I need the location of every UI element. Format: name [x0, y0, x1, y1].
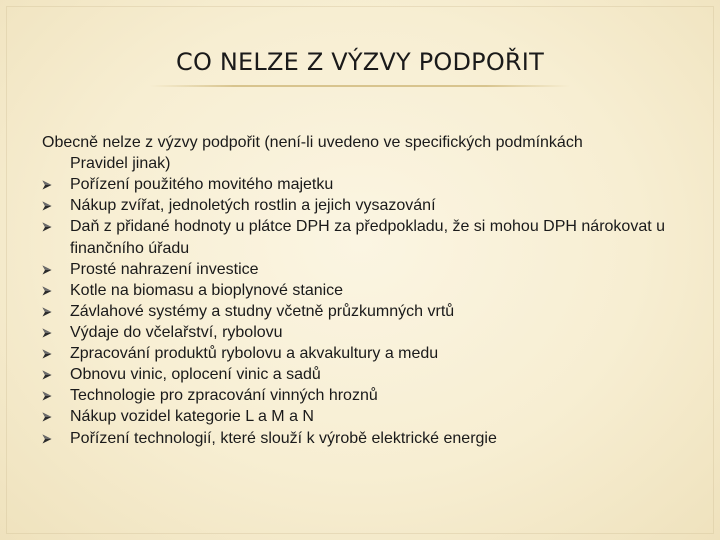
intro-text — [42, 132, 672, 174]
bullet-text: Kotle na biomasu a bioplynové stanice — [70, 281, 344, 299]
bullet-item — [42, 406, 672, 427]
title-divider — [150, 85, 570, 87]
arrowhead-bullet-icon — [42, 222, 52, 232]
bullet-item — [42, 343, 672, 364]
bullet-item — [42, 301, 672, 322]
arrowhead-bullet-icon — [42, 201, 52, 211]
arrowhead-bullet-icon — [42, 265, 52, 275]
arrowhead-bullet-icon — [42, 180, 52, 190]
slide-title: CO NELZE Z VÝZVY PODPOŘIT — [176, 48, 544, 76]
arrowhead-bullet-icon — [42, 349, 52, 359]
slide-body — [42, 132, 672, 449]
bullet-item — [42, 195, 672, 216]
bullet-item — [42, 385, 672, 406]
bullet-text: Nákup vozidel kategorie L a M a N — [70, 408, 314, 426]
bullet-item — [42, 259, 672, 280]
bullet-item — [42, 174, 672, 195]
arrowhead-bullet-icon — [42, 412, 52, 422]
bullet-item — [42, 428, 672, 449]
bullet-item — [42, 280, 672, 301]
bullet-item — [42, 322, 672, 343]
bullet-text: Daň z přidané hodnoty u plátce DPH za předpokladu, že si mohou DPH nárokovat u finančního úřadu — [70, 218, 666, 257]
bullet-list — [42, 174, 672, 448]
arrowhead-bullet-icon — [42, 370, 52, 380]
arrowhead-bullet-icon — [42, 328, 52, 338]
bullet-text: Pořízení technologií, které slouží k výrobě elektrické energie — [70, 429, 497, 447]
bullet-text: Zpracování produktů rybolovu a akvakultury a medu — [70, 345, 439, 363]
bullet-text: Technologie pro zpracování vinných hroznů — [70, 387, 378, 405]
arrowhead-bullet-icon — [42, 286, 52, 296]
arrowhead-bullet-icon — [42, 307, 52, 317]
bullet-item — [42, 216, 672, 258]
bullet-item — [42, 364, 672, 385]
bullet-text: Pořízení použitého movitého majetku — [70, 176, 334, 194]
bullet-text: Obnovu vinic, oplocení vinic a sadů — [70, 366, 321, 384]
bullet-text: Prosté nahrazení investice — [70, 260, 259, 278]
intro-line-1: Obecně nelze z výzvy podpořit (není-li uvedeno ve specifických podmínkách — [42, 134, 583, 151]
bullet-text: Závlahové systémy a studny včetně průzkumných vrtů — [70, 302, 455, 320]
bullet-text: Výdaje do včelařství, rybolovu — [70, 323, 283, 341]
bullet-text: Nákup zvířat, jednoletých rostlin a jejich vysazování — [70, 197, 436, 215]
intro-line-2: Pravidel jinak) — [70, 155, 171, 173]
arrowhead-bullet-icon — [42, 391, 52, 401]
arrowhead-bullet-icon — [42, 434, 52, 444]
